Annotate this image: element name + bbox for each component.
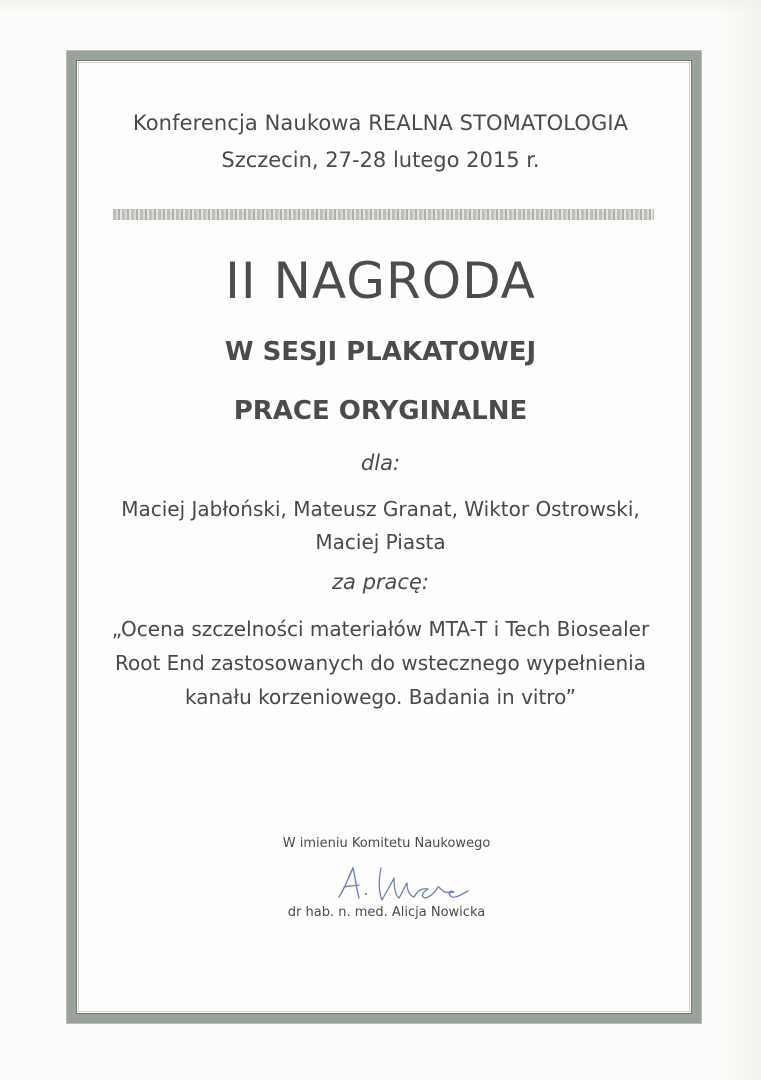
conference-title: Konferencja Naukowa REALNA STOMATOLOGIA <box>132 111 629 135</box>
work-title-line-3: kanału korzeniowego. Badania in vitro” <box>185 685 576 709</box>
committee-label: W imieniu Komitetu Naukowego <box>282 836 491 851</box>
work-title <box>0 612 761 714</box>
conference-dates: Szczecin, 27-28 lutego 2015 r. <box>221 148 540 172</box>
authors-line-1: Maciej Jabłoński, Mateusz Granat, Wiktor Ostrowski, <box>121 497 640 521</box>
decorative-divider <box>113 209 654 220</box>
work-label: za pracę: <box>332 570 429 594</box>
scan-top-edge <box>0 0 761 14</box>
award-title: II NAGRODA <box>225 252 536 310</box>
recipient-label: dla: <box>360 451 401 475</box>
recipient-authors <box>0 493 761 559</box>
handwritten-signature <box>331 860 476 905</box>
award-session: W SESJI PLAKATOWEJ <box>224 337 537 367</box>
award-category: PRACE ORYGINALNE <box>233 396 528 426</box>
authors-line-2: Maciej Piasta <box>315 530 446 554</box>
signatory-name: dr hab. n. med. Alicja Nowicka <box>287 905 486 920</box>
work-title-line-2: Root End zastosowanych do wstecznego wypełnienia <box>115 651 646 675</box>
work-title-line-1: „Ocena szczelności materiałów MTA-T i Tech Biosealer <box>111 617 650 641</box>
